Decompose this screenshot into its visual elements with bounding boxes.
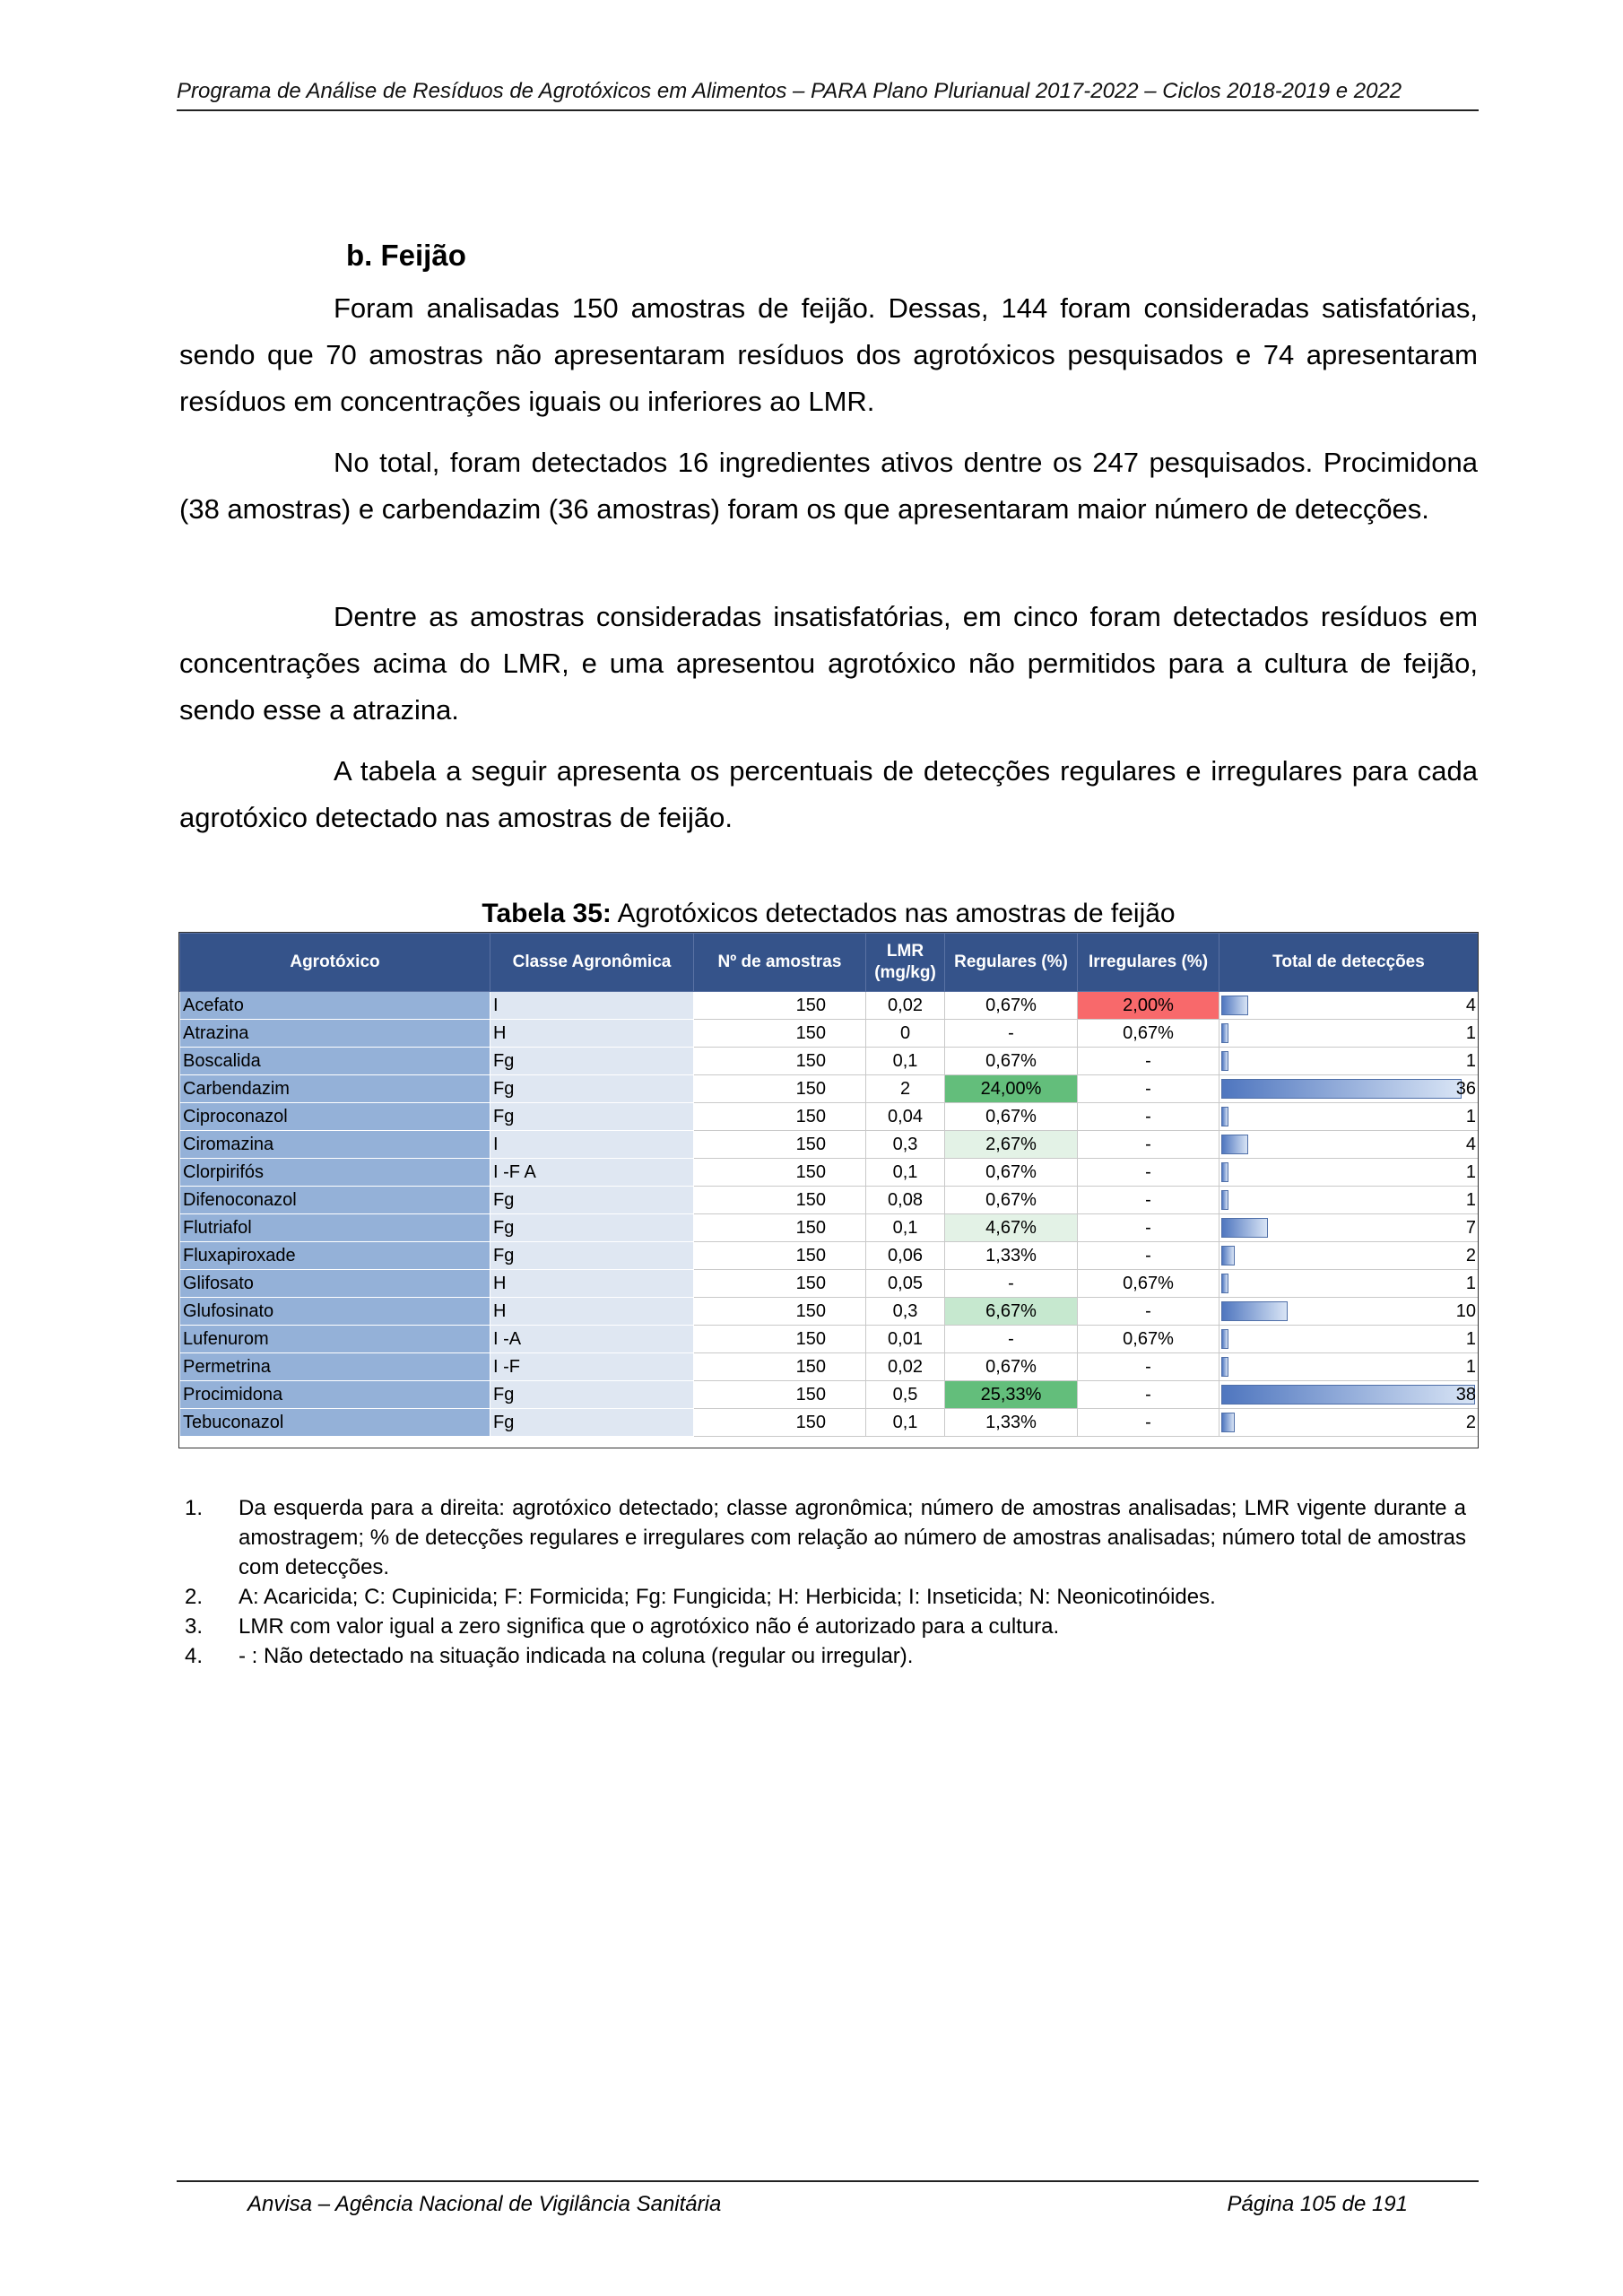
cell-agrotoxico: Tebuconazol [180,1409,490,1437]
table-notes [170,1493,1466,1671]
table-row [180,1075,1479,1103]
cell-regulares: 0,67% [945,992,1078,1020]
cell-total [1219,1103,1479,1131]
table-row [180,1242,1479,1270]
cell-irregulares: - [1078,1409,1219,1437]
cell-agrotoxico: Glifosato [180,1270,490,1298]
cell-irregulares: - [1078,1048,1219,1075]
table-row [180,1298,1479,1326]
note-number: 4. [184,1644,203,1668]
cell-amostras: 150 [694,1242,866,1270]
cell-irregulares: 0,67% [1078,1020,1219,1048]
cell-amostras: 150 [694,1187,866,1214]
cell-lmr: 0,02 [866,992,945,1020]
page-header: Programa de Análise de Resíduos de Agrotóxicos em Alimentos – PARA Plano Plurianual 2017-2022 – Ciclos 2018-2019 e 2022 [177,79,1402,103]
cell-amostras: 150 [694,1159,866,1187]
pesticide-table [179,933,1479,1437]
cell-lmr: 0,3 [866,1131,945,1159]
cell-agrotoxico: Ciromazina [180,1131,490,1159]
header-lmr-line2: (mg/kg) [874,963,936,982]
cell-total [1219,1187,1479,1214]
total-value: 1 [1465,1356,1476,1377]
note-number: 1. [184,1496,203,1520]
cell-agrotoxico: Lufenurom [180,1326,490,1353]
cell-total [1219,1242,1479,1270]
cell-amostras: 150 [694,1020,866,1048]
cell-lmr: 0,1 [866,1159,945,1187]
cell-classe: Fg [490,1048,694,1075]
cell-lmr: 0,01 [866,1326,945,1353]
cell-irregulares: - [1078,1103,1219,1131]
cell-agrotoxico: Flutriafol [180,1214,490,1242]
paragraph-2 [179,439,1478,533]
table-row [180,1409,1479,1437]
cell-classe: Fg [490,1103,694,1131]
table-caption [179,899,1478,929]
total-value: 7 [1465,1217,1476,1238]
paragraph-2-text: No total, foram detectados 16 ingredientes ativos dentre os 247 pesquisados. Procimidona (38 amostras) e carbendazim (36 amostras) foram os que apresentaram maior número de detecções. [179,447,1478,525]
header-divider [177,109,1479,111]
cell-total [1219,1326,1479,1353]
cell-regulares: 4,67% [945,1214,1078,1242]
cell-total [1219,1131,1479,1159]
footer-agency: Anvisa – Agência Nacional de Vigilância Sanitária [247,2192,722,2216]
cell-classe: Fg [490,1075,694,1103]
table-row [180,1048,1479,1075]
total-value: 38 [1455,1384,1476,1405]
cell-total [1219,1020,1479,1048]
total-value: 4 [1465,995,1476,1015]
total-value: 36 [1455,1078,1476,1099]
cell-classe: I -A [490,1326,694,1353]
cell-irregulares: - [1078,1187,1219,1214]
header-regulares: Regulares (%) [945,934,1078,992]
paragraph-4 [179,748,1478,841]
cell-regulares: 0,67% [945,1103,1078,1131]
total-value: 1 [1465,1273,1476,1293]
cell-amostras: 150 [694,1214,866,1242]
cell-regulares: 6,67% [945,1298,1078,1326]
cell-regulares: 0,67% [945,1159,1078,1187]
header-lmr-line1: LMR [886,942,924,961]
cell-amostras: 150 [694,1326,866,1353]
table-row [180,1103,1479,1131]
cell-regulares: 1,33% [945,1409,1078,1437]
table-row [180,1214,1479,1242]
cell-total [1219,1159,1479,1187]
table-row [180,1353,1479,1381]
cell-agrotoxico: Atrazina [180,1020,490,1048]
cell-lmr: 0,3 [866,1298,945,1326]
cell-lmr: 0,5 [866,1381,945,1409]
cell-lmr: 2 [866,1075,945,1103]
cell-classe: I [490,1131,694,1159]
note-number: 3. [184,1614,203,1639]
cell-lmr: 0,1 [866,1409,945,1437]
header-irregulares: Irregulares (%) [1078,934,1219,992]
total-value: 2 [1465,1412,1476,1432]
cell-regulares: 1,33% [945,1242,1078,1270]
cell-irregulares: 0,67% [1078,1270,1219,1298]
cell-agrotoxico: Glufosinato [180,1298,490,1326]
cell-classe: Fg [490,1242,694,1270]
header-classe: Classe Agronômica [490,934,694,992]
cell-regulares: - [945,1270,1078,1298]
cell-amostras: 150 [694,1298,866,1326]
cell-irregulares: - [1078,1353,1219,1381]
cell-agrotoxico: Carbendazim [180,1075,490,1103]
section-title: b. Feijão [346,239,466,272]
table-caption-label: Tabela 35: [482,899,612,928]
cell-amostras: 150 [694,1131,866,1159]
cell-lmr: 0,05 [866,1270,945,1298]
table-row [180,1187,1479,1214]
note-text: - : Não detectado na situação indicada na coluna (regular ou irregular). [239,1644,914,1668]
table-row [180,1131,1479,1159]
cell-amostras: 150 [694,1409,866,1437]
cell-total [1219,992,1479,1020]
header-amostras: Nº de amostras [694,934,866,992]
paragraph-1 [179,285,1478,425]
cell-total [1219,1048,1479,1075]
paragraph-1-text: Foram analisadas 150 amostras de feijão. Dessas, 144 foram consideradas satisfatórias, sendo que 70 amostras não apresentaram resíduos dos agrotóxicos pesquisados e 74 apresentaram resíduos em concentrações iguais ou inferiores ao LMR. [179,292,1478,417]
cell-amostras: 150 [694,1048,866,1075]
cell-lmr: 0,04 [866,1103,945,1131]
cell-total [1219,1409,1479,1437]
cell-classe: Fg [490,1409,694,1437]
note-item [170,1612,1466,1641]
cell-regulares: 25,33% [945,1381,1078,1409]
cell-irregulares: - [1078,1214,1219,1242]
total-value: 2 [1465,1245,1476,1265]
cell-total [1219,1075,1479,1103]
note-text: A: Acaricida; C: Cupinicida; F: Formicida; Fg: Fungicida; H: Herbicida; I: Inseticida; N: Neonicotinóides. [239,1585,1216,1609]
paragraph-3-text: Dentre as amostras consideradas insatisfatórias, em cinco foram detectados resíduos em concentrações acima do LMR, e uma apresentou agrotóxico não permitidos para a cultura de feijão, sendo esse a atrazina. [179,601,1478,726]
cell-amostras: 150 [694,1103,866,1131]
cell-regulares: 24,00% [945,1075,1078,1103]
footer-page-number: Página 105 de 191 [1227,2192,1408,2216]
total-value: 1 [1465,1106,1476,1126]
cell-lmr: 0,1 [866,1048,945,1075]
cell-total [1219,1270,1479,1298]
cell-classe: H [490,1270,694,1298]
cell-amostras: 150 [694,992,866,1020]
cell-regulares: 0,67% [945,1187,1078,1214]
cell-amostras: 150 [694,1353,866,1381]
cell-lmr: 0,1 [866,1214,945,1242]
note-number: 2. [184,1585,203,1609]
total-value: 4 [1465,1134,1476,1154]
note-item [170,1641,1466,1671]
table-header-row [180,934,1479,992]
cell-agrotoxico: Clorpirifós [180,1159,490,1187]
table-row [180,1159,1479,1187]
cell-total [1219,1298,1479,1326]
cell-irregulares: - [1078,1242,1219,1270]
cell-irregulares: - [1078,1159,1219,1187]
cell-classe: H [490,1298,694,1326]
cell-amostras: 150 [694,1075,866,1103]
cell-lmr: 0,06 [866,1242,945,1270]
cell-lmr: 0 [866,1020,945,1048]
cell-total [1219,1214,1479,1242]
note-item [170,1582,1466,1612]
cell-regulares: 0,67% [945,1353,1078,1381]
cell-agrotoxico: Procimidona [180,1381,490,1409]
cell-irregulares: 0,67% [1078,1326,1219,1353]
cell-classe: I [490,992,694,1020]
header-total: Total de detecções [1219,934,1479,992]
header-lmr [866,934,945,992]
cell-irregulares: - [1078,1298,1219,1326]
total-value: 1 [1465,1189,1476,1210]
cell-agrotoxico: Ciproconazol [180,1103,490,1131]
note-item [170,1493,1466,1582]
table-row [180,1270,1479,1298]
cell-agrotoxico: Acefato [180,992,490,1020]
cell-irregulares: - [1078,1131,1219,1159]
cell-classe: Fg [490,1214,694,1242]
paragraph-4-text: A tabela a seguir apresenta os percentuais de detecções regulares e irregulares para cada agrotóxico detectado nas amostras de feijão. [179,755,1478,833]
cell-irregulares: - [1078,1381,1219,1409]
table-body [180,992,1479,1437]
cell-irregulares: - [1078,1075,1219,1103]
cell-total [1219,1381,1479,1409]
cell-amostras: 150 [694,1381,866,1409]
cell-classe: I -F [490,1353,694,1381]
cell-regulares: 0,67% [945,1048,1078,1075]
cell-regulares: 2,67% [945,1131,1078,1159]
cell-total [1219,1353,1479,1381]
total-value: 1 [1465,1161,1476,1182]
cell-irregulares: 2,00% [1078,992,1219,1020]
table-caption-text: Agrotóxicos detectados nas amostras de feijão [611,899,1176,928]
cell-agrotoxico: Boscalida [180,1048,490,1075]
footer-divider [177,2180,1479,2182]
paragraph-3 [179,594,1478,734]
total-value: 1 [1465,1022,1476,1043]
header-agrotoxico: Agrotóxico [180,934,490,992]
cell-lmr: 0,08 [866,1187,945,1214]
note-text: LMR com valor igual a zero significa que o agrotóxico não é autorizado para a cultura. [239,1614,1060,1639]
cell-regulares: - [945,1020,1078,1048]
table-row [180,1326,1479,1353]
table-row [180,1020,1479,1048]
note-text: Da esquerda para a direita: agrotóxico detectado; classe agronômica; número de amostras analisadas; LMR vigente durante a amostragem; % de detecções regulares e irregulares com relação ao número de amostras analisadas; número total de amostras com detecções. [239,1496,1466,1579]
cell-lmr: 0,02 [866,1353,945,1381]
total-value: 1 [1465,1328,1476,1349]
cell-classe: Fg [490,1381,694,1409]
cell-classe: H [490,1020,694,1048]
table-row [180,992,1479,1020]
cell-agrotoxico: Fluxapiroxade [180,1242,490,1270]
table-row [180,1381,1479,1409]
cell-agrotoxico: Difenoconazol [180,1187,490,1214]
cell-regulares: - [945,1326,1078,1353]
total-value: 10 [1455,1300,1476,1321]
total-value: 1 [1465,1050,1476,1071]
cell-classe: Fg [490,1187,694,1214]
cell-agrotoxico: Permetrina [180,1353,490,1381]
cell-amostras: 150 [694,1270,866,1298]
cell-classe: I -F A [490,1159,694,1187]
